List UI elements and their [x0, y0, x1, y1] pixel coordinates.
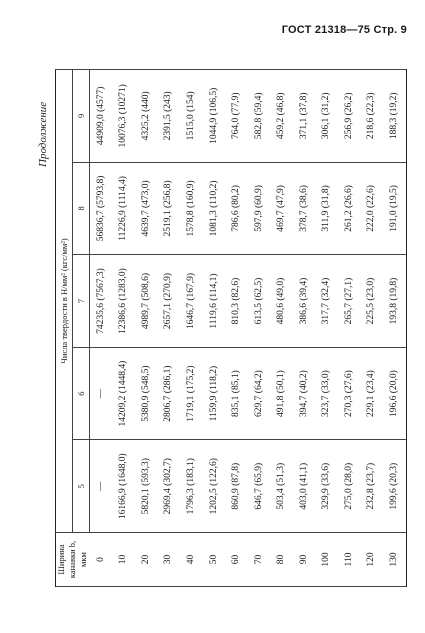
width-cell: 50 — [202, 533, 225, 587]
table-row — [202, 70, 225, 587]
value-cell: 225,5 (23,0) — [360, 255, 383, 348]
value-cell: 4325,2 (440) — [135, 70, 158, 163]
value-cell: 503,4 (51,3) — [270, 440, 293, 533]
value-cell: 2519,1 (256,8) — [157, 162, 180, 255]
value-cell: 403,0 (41,1) — [293, 440, 316, 533]
value-cell: 1044,9 (106,5) — [202, 70, 225, 163]
value-cell: 378,7 (38,6) — [293, 162, 316, 255]
page-header: ГОСТ 21318—75 Стр. 9 — [281, 24, 407, 36]
value-cell: 2657,1 (270,9) — [157, 255, 180, 348]
table-row — [247, 70, 270, 587]
value-cell: 317,7 (32,4) — [315, 255, 338, 348]
value-cell: 12386,6 (1283,0) — [112, 255, 135, 348]
col-number-7: 7 — [72, 255, 89, 348]
table-row — [383, 70, 406, 587]
value-cell: 5820,1 (593,3) — [135, 440, 158, 533]
value-cell: 646,7 (65,9) — [247, 440, 270, 533]
value-cell: 11226,9 (1114,4) — [112, 162, 135, 255]
value-cell: 394,7 (40,2) — [293, 347, 316, 440]
width-cell: 40 — [180, 533, 203, 587]
value-cell: 469,7 (47,9) — [270, 162, 293, 255]
value-cell: 4639,7 (473,0) — [135, 162, 158, 255]
value-cell: 480,6 (49,0) — [270, 255, 293, 348]
value-cell: 764,0 (77,9) — [225, 70, 248, 163]
value-cell: 265,7 (27,1) — [338, 255, 361, 348]
value-cell: 193,8 (19,8) — [383, 255, 406, 348]
hardness-table — [55, 69, 407, 587]
value-cell: 810,3 (82,6) — [225, 255, 248, 348]
value-cell: 597,9 (60,9) — [247, 162, 270, 255]
value-cell: 491,8 (50,1) — [270, 347, 293, 440]
value-cell: 196,6 (20,0) — [383, 347, 406, 440]
value-cell: 222,0 (22,6) — [360, 162, 383, 255]
table-row — [225, 70, 248, 587]
value-cell: 329,9 (33,6) — [315, 440, 338, 533]
value-cell: 1719,1 (175,2) — [180, 347, 203, 440]
value-cell: 1202,5 (122,6) — [202, 440, 225, 533]
value-cell: 218,6 (22,3) — [360, 70, 383, 163]
rotated-table-block — [33, 62, 405, 587]
value-cell: 16166,9 (1648,0) — [112, 440, 135, 533]
value-cell: 2391,5 (243) — [157, 70, 180, 163]
value-cell: 1119,6 (114,1) — [202, 255, 225, 348]
width-cell: 20 — [135, 533, 158, 587]
col-number-8: 8 — [72, 162, 89, 255]
table-row — [360, 70, 383, 587]
value-cell: 2806,7 (286,1) — [157, 347, 180, 440]
value-cell: 1081,3 (110,2) — [202, 162, 225, 255]
width-cell: 0 — [89, 533, 112, 587]
value-cell: 2969,4 (302,7) — [157, 440, 180, 533]
value-cell: 199,6 (20,3) — [383, 440, 406, 533]
value-cell: 835,1 (85,1) — [225, 347, 248, 440]
width-cell: 130 — [383, 533, 406, 587]
value-cell: 613,5 (62,5) — [247, 255, 270, 348]
col-number-5: 5 — [72, 440, 89, 533]
value-cell: 371,1 (37,8) — [293, 70, 316, 163]
value-cell: 232,8 (23,7) — [360, 440, 383, 533]
value-cell: 1515,0 (154) — [180, 70, 203, 163]
value-cell: 459,2 (46,8) — [270, 70, 293, 163]
value-cell: 10076,3 (10271) — [112, 70, 135, 163]
value-cell: 629,7 (64,2) — [247, 347, 270, 440]
width-cell: 120 — [360, 533, 383, 587]
width-cell: 70 — [247, 533, 270, 587]
value-cell: 256,9 (26,2) — [338, 70, 361, 163]
continuation-label: Продолжение — [37, 101, 49, 167]
value-cell: 229,1 (23,4) — [360, 347, 383, 440]
table-row — [315, 70, 338, 587]
value-cell: 74235,6 (7567,3) — [89, 255, 112, 348]
value-cell: 582,8 (59,4) — [247, 70, 270, 163]
value-cell: 56836,7 (5793,8) — [89, 162, 112, 255]
value-cell: 1796,3 (183,1) — [180, 440, 203, 533]
value-cell: — — [89, 440, 112, 533]
value-cell: 1159,9 (118,2) — [202, 347, 225, 440]
table-row — [89, 70, 112, 587]
value-cell: 275,0 (28,0) — [338, 440, 361, 533]
value-cell: 14209,2 (1448,4) — [112, 347, 135, 440]
col-number-6: 6 — [72, 347, 89, 440]
value-cell: 5380,9 (548,5) — [135, 347, 158, 440]
table-row — [135, 70, 158, 587]
value-cell: 311,9 (31,8) — [315, 162, 338, 255]
width-cell: 100 — [315, 533, 338, 587]
value-cell: 191,0 (19,5) — [383, 162, 406, 255]
width-cell: 60 — [225, 533, 248, 587]
table-row — [180, 70, 203, 587]
table-row — [157, 70, 180, 587]
value-cell: 270,3 (27,6) — [338, 347, 361, 440]
value-cell: — — [89, 347, 112, 440]
table-row — [293, 70, 316, 587]
col-header-width: Ширина канавки b, мкм — [56, 533, 90, 587]
value-cell: 386,6 (39,4) — [293, 255, 316, 348]
value-cell: 1646,7 (167,9) — [180, 255, 203, 348]
width-cell: 90 — [293, 533, 316, 587]
value-cell: 323,7 (33,0) — [315, 347, 338, 440]
table-row — [270, 70, 293, 587]
value-cell: 44909,0 (4577) — [89, 70, 112, 163]
value-cell: 188,3 (19,2) — [383, 70, 406, 163]
table-row — [338, 70, 361, 587]
width-cell: 110 — [338, 533, 361, 587]
width-cell: 30 — [157, 533, 180, 587]
value-cell: 261,2 (26,6) — [338, 162, 361, 255]
table-row — [112, 70, 135, 587]
width-cell: 80 — [270, 533, 293, 587]
col-header-group: Числа твердости в Н/мм² (кгс/мм²) — [56, 70, 73, 533]
value-cell: 860,9 (87,8) — [225, 440, 248, 533]
width-cell: 10 — [112, 533, 135, 587]
value-cell: 786,6 (80,2) — [225, 162, 248, 255]
value-cell: 306,1 (31,2) — [315, 70, 338, 163]
value-cell: 4989,7 (508,6) — [135, 255, 158, 348]
col-number-9: 9 — [72, 70, 89, 163]
value-cell: 1578,8 (160,9) — [180, 162, 203, 255]
